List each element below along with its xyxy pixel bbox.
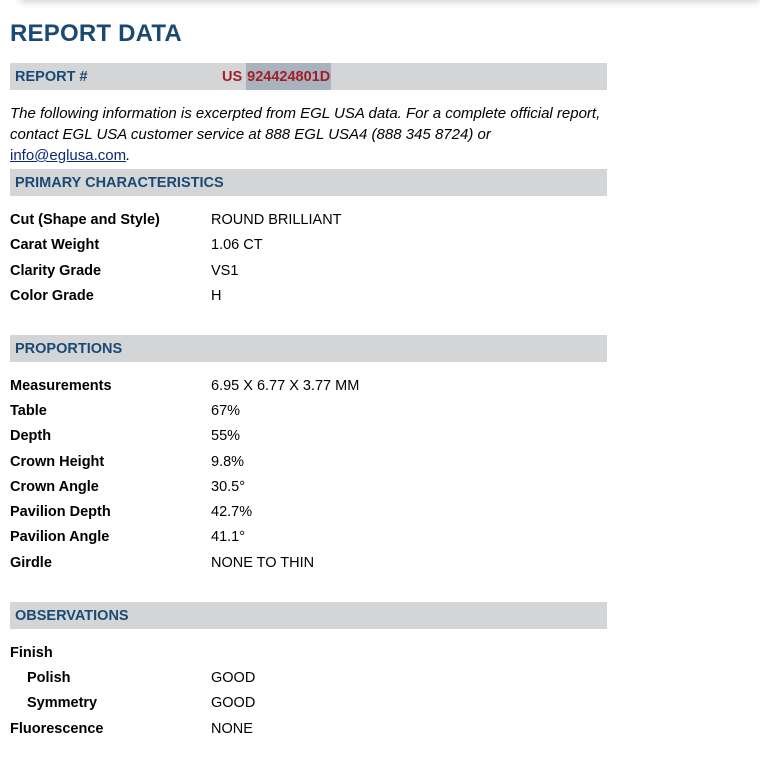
report-number	[222, 69, 331, 90]
email-link[interactable]: info@eglusa.com	[10, 147, 127, 164]
row-label: Table	[10, 403, 47, 419]
row-value: ROUND BRILLIANT	[211, 212, 342, 228]
row-label: Depth	[10, 428, 52, 444]
section-title: PRIMARY CHARACTERISTICS	[15, 175, 224, 191]
finish-label: Finish	[10, 645, 53, 661]
row-label: Color Grade	[10, 288, 94, 304]
row-value: VS1	[211, 263, 239, 279]
report-number-value[interactable]: 924424801D	[246, 63, 331, 90]
row-value: 6.95 X 6.77 X 3.77 MM	[211, 378, 360, 394]
row-value: GOOD	[211, 670, 256, 686]
intro-end: .	[126, 147, 131, 164]
section-title: PROPORTIONS	[15, 341, 123, 357]
section-header-observations	[10, 602, 607, 629]
intro-paragraph	[10, 103, 610, 166]
row-label: Cut (Shape and Style)	[10, 212, 160, 228]
section-header-primary	[10, 169, 607, 196]
page-title: REPORT DATA	[10, 20, 182, 47]
section-header-proportions	[10, 335, 607, 362]
row-label: Clarity Grade	[10, 263, 102, 279]
row-label: Symmetry	[27, 695, 98, 711]
row-value: NONE	[211, 721, 253, 737]
row-value: 9.8%	[211, 454, 245, 470]
row-label: Pavilion Depth	[10, 504, 111, 520]
row-value: H	[211, 288, 222, 304]
row-label: Crown Height	[10, 454, 105, 470]
row-value: NONE TO THIN	[211, 555, 315, 571]
report-number-prefix: US	[222, 69, 243, 85]
row-value: 30.5°	[211, 479, 246, 495]
row-label: Crown Angle	[10, 479, 99, 495]
row-value: 41.1°	[211, 529, 246, 545]
row-value: 42.7%	[211, 504, 253, 520]
report-number-bar	[10, 63, 607, 90]
row-value: 55%	[211, 428, 241, 444]
row-value: GOOD	[211, 695, 256, 711]
row-label: Carat Weight	[10, 237, 100, 253]
report-number-label: REPORT #	[15, 69, 88, 85]
row-label: Polish	[27, 670, 71, 686]
row-label: Measurements	[10, 378, 112, 394]
row-label: Pavilion Angle	[10, 529, 110, 545]
row-label: Girdle	[10, 555, 52, 571]
row-value: 1.06 CT	[211, 237, 263, 253]
intro-text: The following information is excerpted from EGL USA data. For a complete official report, contact EGL USA customer service at 888 EGL USA4 (888 345 8724) or	[10, 105, 601, 143]
row-value: 67%	[211, 403, 241, 419]
row-label: Fluorescence	[10, 721, 104, 737]
section-title: OBSERVATIONS	[15, 608, 129, 624]
